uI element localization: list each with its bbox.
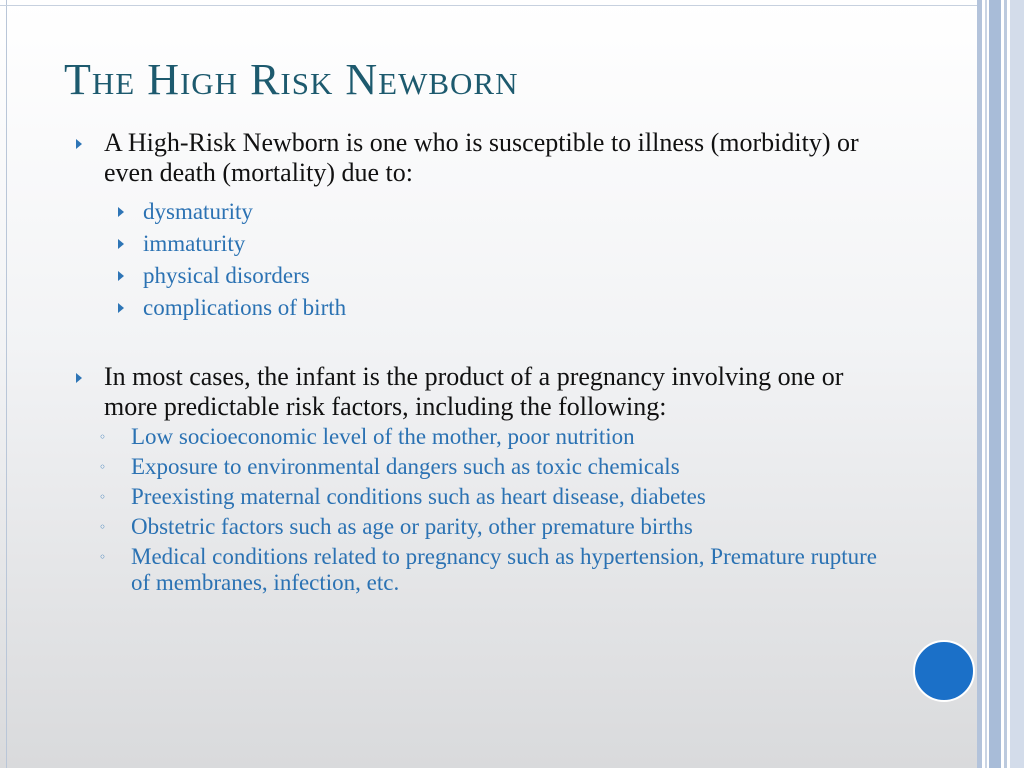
triangle-bullet-icon	[118, 303, 124, 313]
right-decorative-bars	[977, 0, 1024, 768]
sub-item-text: Preexisting maternal conditions such as heart disease, diabetes	[131, 484, 706, 509]
decorative-bar	[1004, 0, 1007, 768]
triangle-bullet-icon	[118, 239, 124, 249]
circle-bullet-icon: ◦	[99, 460, 107, 474]
decorative-bar	[1010, 0, 1024, 768]
bullet-1-sub-list	[114, 196, 894, 324]
spacer	[74, 324, 894, 362]
sub-item-text: complications of birth	[143, 295, 347, 320]
sub-item-complications-of-birth	[114, 292, 894, 324]
circle-bullet-icon: ◦	[99, 520, 107, 534]
sub-item-medical-conditions	[98, 544, 894, 596]
sub-item-preexisting	[98, 484, 894, 510]
slide-body	[74, 128, 894, 600]
sub-item-text: Medical conditions related to pregnancy such as hypertension, Premature rupture of membranes, infection, etc.	[131, 544, 877, 595]
circle-bullet-icon: ◦	[99, 430, 107, 444]
top-border-line	[0, 5, 978, 6]
decorative-bar	[985, 0, 987, 768]
sub-item-obstetric	[98, 514, 894, 540]
circle-bullet-icon: ◦	[99, 490, 107, 504]
sub-item-text: dysmaturity	[143, 199, 253, 224]
circle-bullet-icon: ◦	[99, 550, 107, 564]
sub-item-text: immaturity	[143, 231, 246, 256]
bullet-1-text: A High-Risk Newborn is one who is susceptible to illness (morbidity) or even death (mortality) due to:	[104, 128, 859, 187]
left-border-line	[6, 0, 7, 768]
decorative-circle	[913, 640, 975, 702]
sub-item-text: Obstetric factors such as age or parity, other premature births	[131, 514, 693, 539]
bullet-2-sub-list	[98, 424, 894, 596]
sub-item-immaturity	[114, 228, 894, 260]
sub-item-environmental	[98, 454, 894, 480]
bullet-2	[74, 362, 894, 422]
slide-title: The High Risk Newborn	[64, 55, 519, 104]
triangle-bullet-icon	[118, 207, 124, 217]
triangle-bullet-icon	[118, 271, 124, 281]
sub-item-text: Low socioeconomic level of the mother, poor nutrition	[131, 424, 635, 449]
sub-item-text: physical disorders	[143, 263, 310, 288]
sub-item-text: Exposure to environmental dangers such as toxic chemicals	[131, 454, 680, 479]
sub-item-dysmaturity	[114, 196, 894, 228]
sub-item-physical-disorders	[114, 260, 894, 292]
bullet-1	[74, 128, 894, 188]
bullet-2-text: In most cases, the infant is the product of a pregnancy involving one or more predictable risk factors, including the following:	[104, 362, 844, 421]
sub-item-socioeconomic	[98, 424, 894, 450]
decorative-bar	[977, 0, 982, 768]
decorative-bar	[989, 0, 1001, 768]
triangle-bullet-icon	[76, 139, 82, 149]
triangle-bullet-icon	[76, 373, 82, 383]
